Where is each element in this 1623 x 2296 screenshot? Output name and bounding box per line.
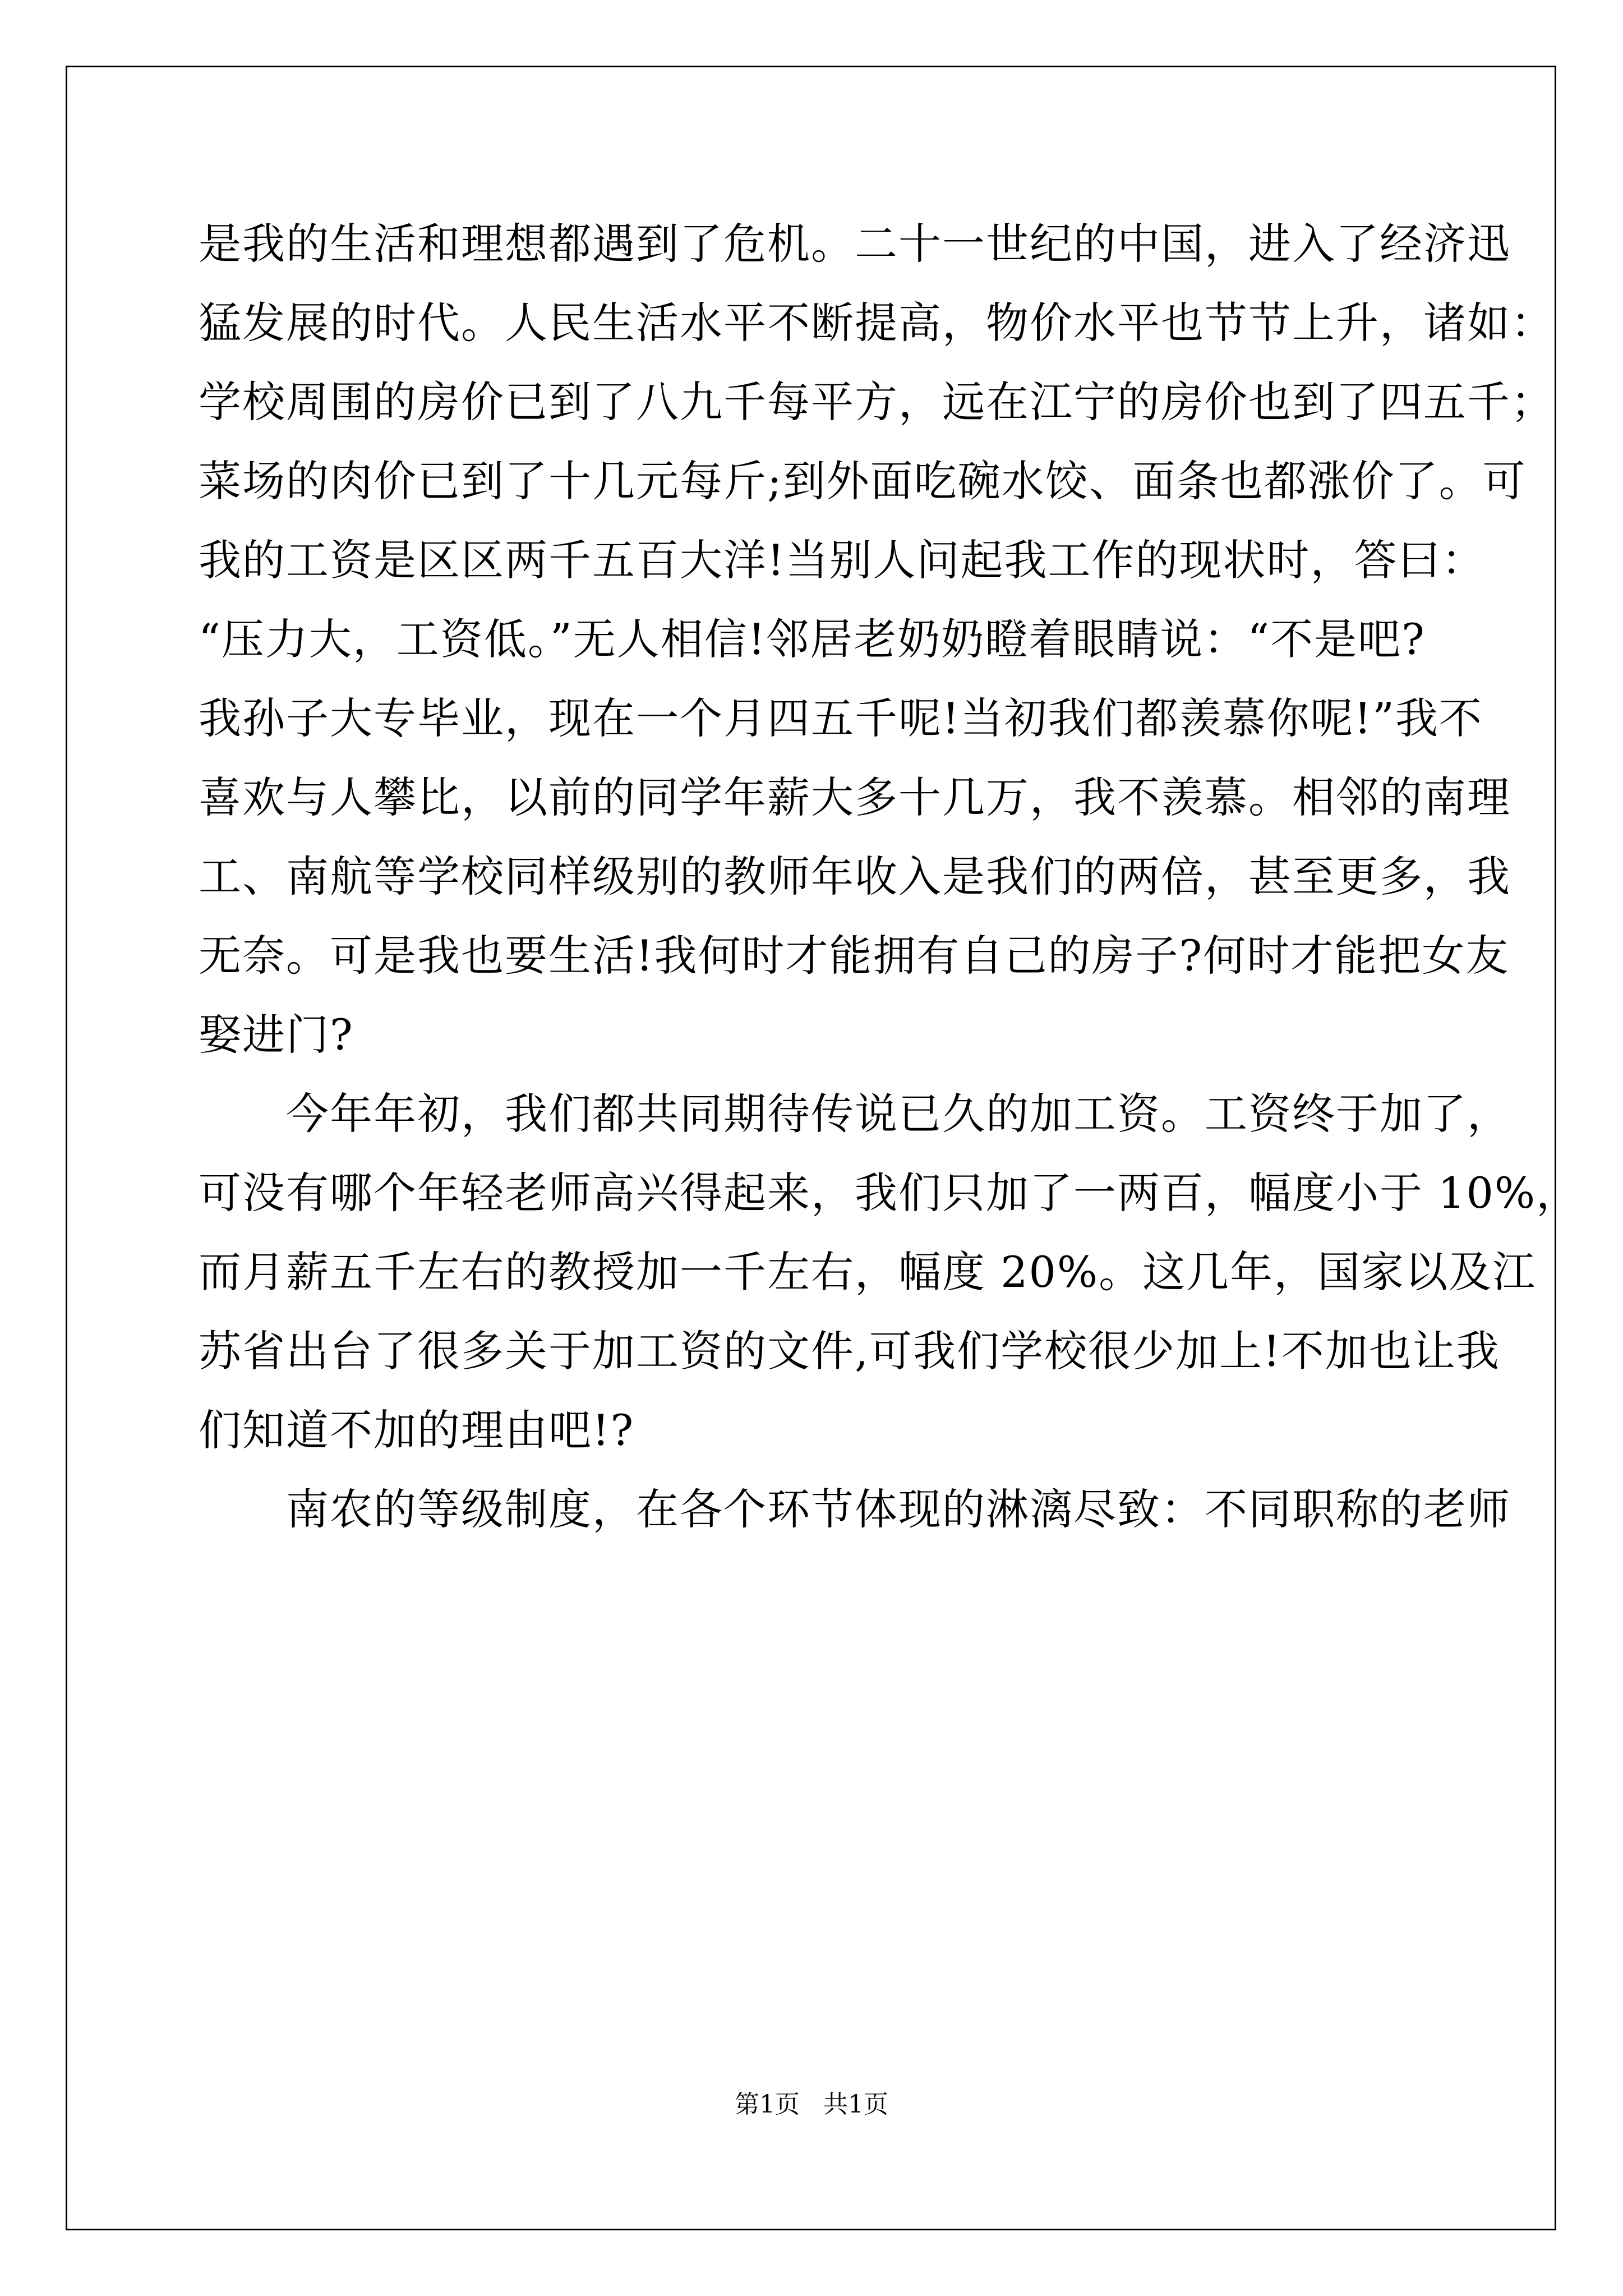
text-line: 是我的生活和理想都遇到了危机。二十一世纪的中国，进入了经济迅 — [199, 219, 1511, 269]
paragraph-first-line: 今年年初，我们都共同期待传说已久的加工资。工资终于加了， — [286, 1089, 1511, 1139]
text-line: 娶进门? — [199, 1010, 354, 1060]
text-line: 我的工资是区区两千五百大洋!当别人问起我工作的现状时，答曰： — [199, 535, 1486, 585]
text-line: 喜欢与人攀比，以前的同学年薪大多十几万，我不羡慕。相邻的南理 — [199, 772, 1511, 822]
text-line: 而月薪五千左右的教授加一千左右，幅度 20%。这几年，国家以及江 — [199, 1247, 1537, 1297]
text-line: “压力大，工资低。”无人相信!邻居老奶奶瞪着眼睛说：“不是吧? — [199, 614, 1426, 664]
text-line: 可没有哪个年轻老师高兴得起来，我们只加了一两百，幅度小于 10%， — [199, 1168, 1580, 1218]
text-line: 们知道不加的理由吧!? — [199, 1405, 635, 1455]
text-line: 工、南航等学校同样级别的教师年收入是我们的两倍，甚至更多，我 — [199, 852, 1511, 901]
text-line: 苏省出台了很多关于加工资的文件,可我们学校很少加上!不加也让我 — [199, 1326, 1500, 1376]
text-line: 学校周围的房价已到了八九千每平方，远在江宁的房价也到了四五千； — [199, 377, 1555, 427]
text-line: 无奈。可是我也要生活!我何时才能拥有自己的房子?何时才能把女友 — [199, 931, 1510, 981]
paragraph-first-line: 南农的等级制度，在各个环节体现的淋漓尽致：不同职称的老师 — [286, 1484, 1511, 1534]
text-line: 我孙子大专毕业，现在一个月四五千呢!当初我们都羡慕你呢!”我不 — [199, 693, 1483, 743]
page-number-footer: 第1页 共1页 — [735, 2090, 888, 2119]
text-line: 菜场的肉价已到了十几元每斤;到外面吃碗水饺、面条也都涨价了。可 — [199, 456, 1527, 506]
text-line: 猛发展的时代。人民生活水平不断提高，物价水平也节节上升，诸如： — [199, 298, 1555, 348]
